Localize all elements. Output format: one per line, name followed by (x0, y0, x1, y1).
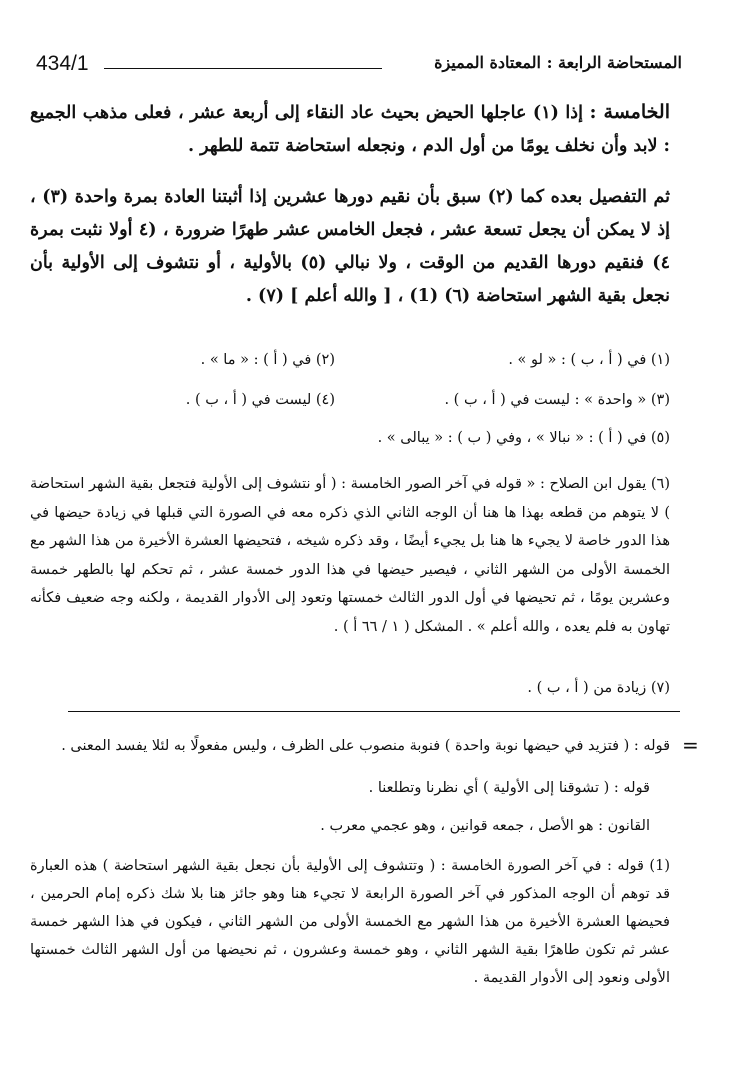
header-rule (104, 68, 382, 69)
commentary-line-2 (30, 770, 670, 806)
commentary-1: قوله : ( فتزيد في حيضها نوبة واحدة ) فنوبة منصوب على الظرف ، وليس مفعولًا به لئلا يفسد المعنى . (61, 738, 670, 754)
footnotes-short (30, 352, 670, 420)
paragraph-1-text: إذا (١) عاجلها الحيض بحيث عاد النقاء إلى أربعة عشر ، فعلى مذهب الجميع : لابد وأن نخلف يومًا من أول الدم ، ونجعله استحاضة تتمة للطهر . (30, 103, 670, 156)
footnote-3: (٣) « واحدة » : ليست في ( أ ، ب ) . (444, 392, 670, 408)
footnote-7-text: (٧) زيادة من ( أ ، ب ) . (527, 680, 670, 696)
paragraph-2-text: ثم التفصيل بعده كما (٢) سبق بأن نقيم دورها عشرين إذا أثبتنا العادة بمرة واحدة (٣) ، إذ لا يمكن أن يجعل تسعة عشر ، فجعل الخامس عشر طهرًا ضرورة ، (٤ أولا نثبت بمرة ٤) فنقيم دورها القديم من الوقت ، ولا نبالي (٥) بالأولية ، أو نتشوف إلى الأولية بأن نجعل بقية الشهر استحاضة (٦) (1) ، [ والله أعلم ] (٧) . (30, 187, 670, 306)
continuation-marker: = (682, 733, 699, 757)
main-paragraph-1 (30, 96, 670, 163)
footnote-4: (٤) ليست في ( أ ، ب ) . (185, 392, 335, 408)
main-paragraph-2 (30, 181, 670, 313)
commentary-2: قوله : ( تشوقنا إلى الأولية ) أي نظرنا وتطلعنا . (368, 780, 650, 796)
footnote-6 (30, 470, 670, 641)
commentary-note (30, 852, 670, 992)
running-title: المستحاضة الرابعة : المعتادة المميزة (434, 53, 682, 72)
footnote-7 (30, 674, 670, 703)
commentary-4: (1) قوله : في آخر الصورة الخامسة : ( وتتشوف إلى الأولية بأن نجعل بقية الشهر استحاضة ) هذه العبارة قد توهم أن الوجه المذكور في آخر الصورة الرابعة لا تجيء هنا وهو جائز هنا بلا شك ذكره إمام الحرمين ، فحيضها العشرة الأخيرة من هذا الشهر مع الخمسة الأولى من الشهر الثاني ، فيكون في هذا الشهر خمسة عشر ثم تكون طاهرًا بقية الشهر الثاني ، وهو خمسة وعشرون ، ثم نحيضها من أول الشهر الثالث خمستها الأولى ونعود إلى الأدوار القديمة . (30, 858, 670, 986)
footnote-6-text: (٦) يقول ابن الصلاح : « قوله في آخر الصور الخامسة : ( أو نتشوف إلى الأولية فتجعل بقية الشهر استحاضة ) لا يتوهم من قطعه بهذا ها هنا أن الوجه الثاني الذي ذكره معه في الصورة التي قبلها في زيادة حيضها في هذا الدور خاصة لا يجيء ها هنا بل يجيء أيضًا ، وقد ذكره شيخه ، فتحيضها العشرة الأخيرة من هذا الشهر مع الخمسة الأولى من الشهر الثاني ، فيصير حيضها في هذا الدور خمسة عشر ، ثم تحكم لها بالطهر خمسة وعشرين يومًا ، ثم تحيضها في أول الدور الثالث خمستها وتعود إلى الأدوار القديمة ، ولكنه وجه ضعيف فكأنه تهاون به فلم يعده ، والله أعلم » . المشكل ( ١ / ٦٦ أ ) . (30, 476, 670, 635)
running-header (32, 52, 682, 82)
commentary-line-3 (30, 808, 670, 844)
commentary-3: القانون : هو الأصل ، جمعه قوانين ، وهو عجمي معرب . (320, 818, 650, 834)
footnote-2: (٢) في ( أ ) : « ما » . (200, 352, 335, 368)
commentary-separator (68, 711, 680, 712)
commentary-line-1 (30, 728, 670, 764)
page-number: 434/1 (36, 52, 89, 75)
footnote-5: (٥) في ( أ ) : « نبالا » ، وفي ( ب ) : « يبالى » . (377, 430, 670, 446)
case-label: الخامسة : (589, 101, 670, 123)
footnote-1: (١) في ( أ ، ب ) : « لو » . (508, 352, 670, 368)
